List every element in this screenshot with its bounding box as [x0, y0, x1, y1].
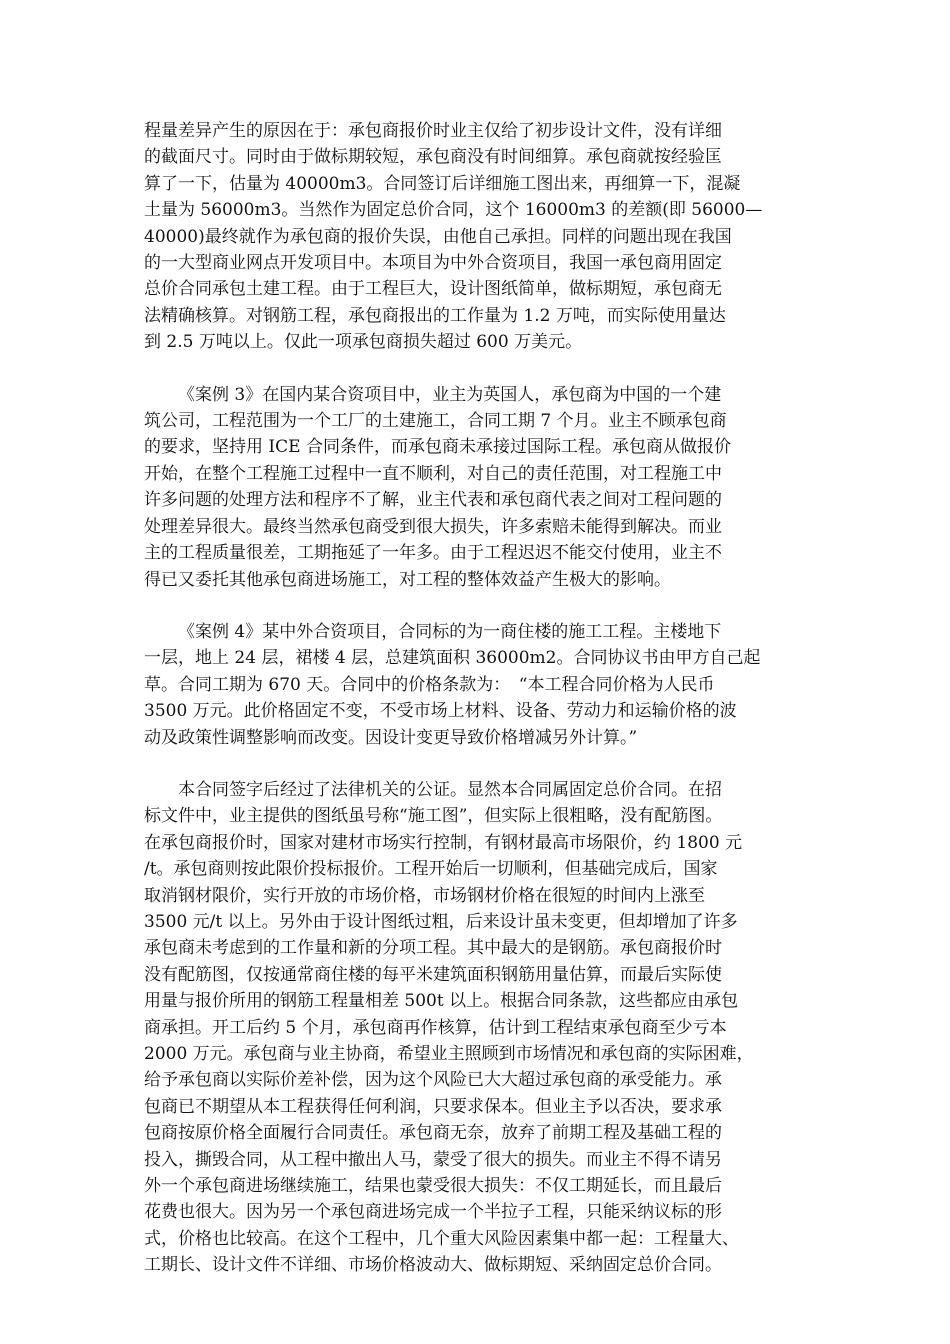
text-line: 程量差异产生的原因在于：承包商报价时业主仅给了初步设计文件，没有详细	[144, 121, 722, 141]
text-line: 承包商未考虑到的工作量和新的分项工程。其中最大的是钢筋。承包商报价时	[144, 938, 722, 959]
text-line: 3500 元/t 以上。另外由于设计图纸过粗，后来设计虽未变更，但却增加了许多	[144, 911, 738, 932]
text-line: 土量为 56000m3。当然作为固定总价合同，这个 16000m3 的差额(即 56000—	[144, 200, 763, 221]
text-line: 一层，地上 24 层，裙楼 4 层，总建筑面积 36000m2。合同协议书由甲方自己起	[144, 648, 761, 669]
text-line: 2000 万元。承包商与业主协商，希望业主照顾到市场情况和承包商的实际困难，	[144, 1044, 754, 1064]
text-line: 筑公司，工程范围为一个工厂的土建施工，合同工期 7 个月。业主不顾承包商	[144, 411, 727, 432]
text-line: 主的工程质量很差，工期拖延了一年多。由于工程迟迟不能交付使用，业主不	[144, 543, 722, 564]
text-line: 算了一下，估量为 40000m3。合同签订后详细施工图出来，再细算一下，混凝	[144, 173, 741, 194]
text-line: 到 2.5 万吨以上。仅此一项承包商损失超过 600 万美元。	[144, 332, 583, 353]
text-line: 动及政策性调整影响而改变。因设计变更导致价格增减另外计算。”	[144, 727, 638, 748]
text-line: 没有配筋图，仅按通常商住楼的每平米建筑面积钢筋用量估算，而最后实际使	[144, 964, 722, 985]
text-line: 外一个承包商进场继续施工，结果也蒙受很大损失：不仅工期延长，而且最后	[144, 1176, 722, 1197]
text-line: 投入，撕毁合同，从工程中撤出人马，蒙受了很大的损失。而业主不得不请另	[144, 1149, 722, 1170]
paragraph-contract-analysis	[144, 777, 812, 1279]
text-line: 标文件中，业主提供的图纸虽号称“施工图”，但实际上很粗略，没有配筋图。	[144, 806, 723, 827]
text-line: 包商已不期望从本工程获得任何利润，只要求保本。但业主予以否决，要求承	[144, 1096, 722, 1117]
text-line: 的要求，坚持用 ICE 合同条件，而承包商未承接过国际工程。承包商从做报价	[144, 437, 731, 458]
text-line: 本合同签字后经过了法律机关的公证。显然本合同属固定总价合同。在招	[178, 779, 722, 800]
text-line: 许多问题的处理方法和程序不了解，业主代表和承包商代表之间对工程问题的	[144, 490, 722, 511]
text-line: 的截面尺寸。同时由于做标期较短，承包商没有时间细算。承包商就按经验匡	[144, 147, 722, 168]
text-line: 给予承包商以实际价差补偿，因为这个风险已大大超过承包商的承受能力。承	[144, 1070, 722, 1091]
text-line: 用量与报价所用的钢筋工程量相差 500t 以上。根据合同条款，这些都应由承包	[144, 991, 739, 1012]
text-line: 在承包商报价时，国家对建材市场实行控制，有钢材最高市场限价，约 1800 元	[144, 832, 743, 853]
text-line: 《案例 4》某中外合资项目，合同标的为一商住楼的施工工程。主楼地下	[178, 621, 722, 642]
text-line: 《案例 3》在国内某合资项目中，业主为英国人，承包商为中国的一个建	[178, 384, 722, 405]
text-line: 开始，在整个工程施工过程中一直不顺利，对自己的责任范围，对工程施工中	[144, 463, 722, 484]
text-line: 得已又委托其他承包商进场施工，对工程的整体效益产生极大的影响。	[144, 569, 671, 590]
text-line: 式，价格也比较高。在这个工程中，几个重大风险因素集中都一起：工程量大、	[144, 1228, 739, 1249]
paragraph-case-4	[144, 619, 812, 751]
text-line: 3500 万元。此价格固定不变，不受市场上材料、设备、劳动力和运输价格的波	[144, 701, 737, 722]
paragraph-quantity-difference	[144, 118, 812, 356]
text-line: /t。承包商则按此限价投标报价。工程开始后一切顺利，但基础完成后，国家	[144, 859, 718, 880]
text-line: 40000)最终就作为承包商的报价失误，由他自己承担。同样的问题出现在我国	[144, 226, 732, 247]
text-line: 取消钢材限价，实行开放的市场价格，市场钢材价格在很短的时间内上涨至	[144, 885, 705, 906]
text-line: 草。合同工期为 670 天。合同中的价格条款为： “本工程合同价格为人民币	[144, 674, 715, 695]
text-line: 工期长、设计文件不详细、市场价格波动大、做标期短、采纳固定总价合同。	[144, 1255, 722, 1276]
text-line: 法精确核算。对钢筋工程，承包商报出的工作量为 1.2 万吨，而实际使用量达	[144, 305, 726, 326]
document-page	[144, 118, 812, 1305]
text-line: 包商按原价格全面履行合同责任。承包商无奈，放弃了前期工程及基础工程的	[144, 1123, 722, 1144]
text-line: 总价合同承包土建工程。由于工程巨大，设计图纸简单，做标期短，承包商无	[144, 279, 722, 300]
text-line: 商承担。开工后约 5 个月，承包商再作核算，估计到工程结束承包商至少亏本	[144, 1017, 727, 1038]
text-line: 处理差异很大。最终当然承包商受到很大损失，许多索赔未能得到解决。而业	[144, 516, 722, 537]
paragraph-case-3	[144, 382, 812, 593]
text-line: 的一大型商业网点开发项目中。本项目为中外合资项目，我国一承包商用固定	[144, 253, 722, 274]
text-line: 花费也很大。因为另一个承包商进场完成一个半拉子工程，只能采纳议标的形	[144, 1202, 722, 1223]
